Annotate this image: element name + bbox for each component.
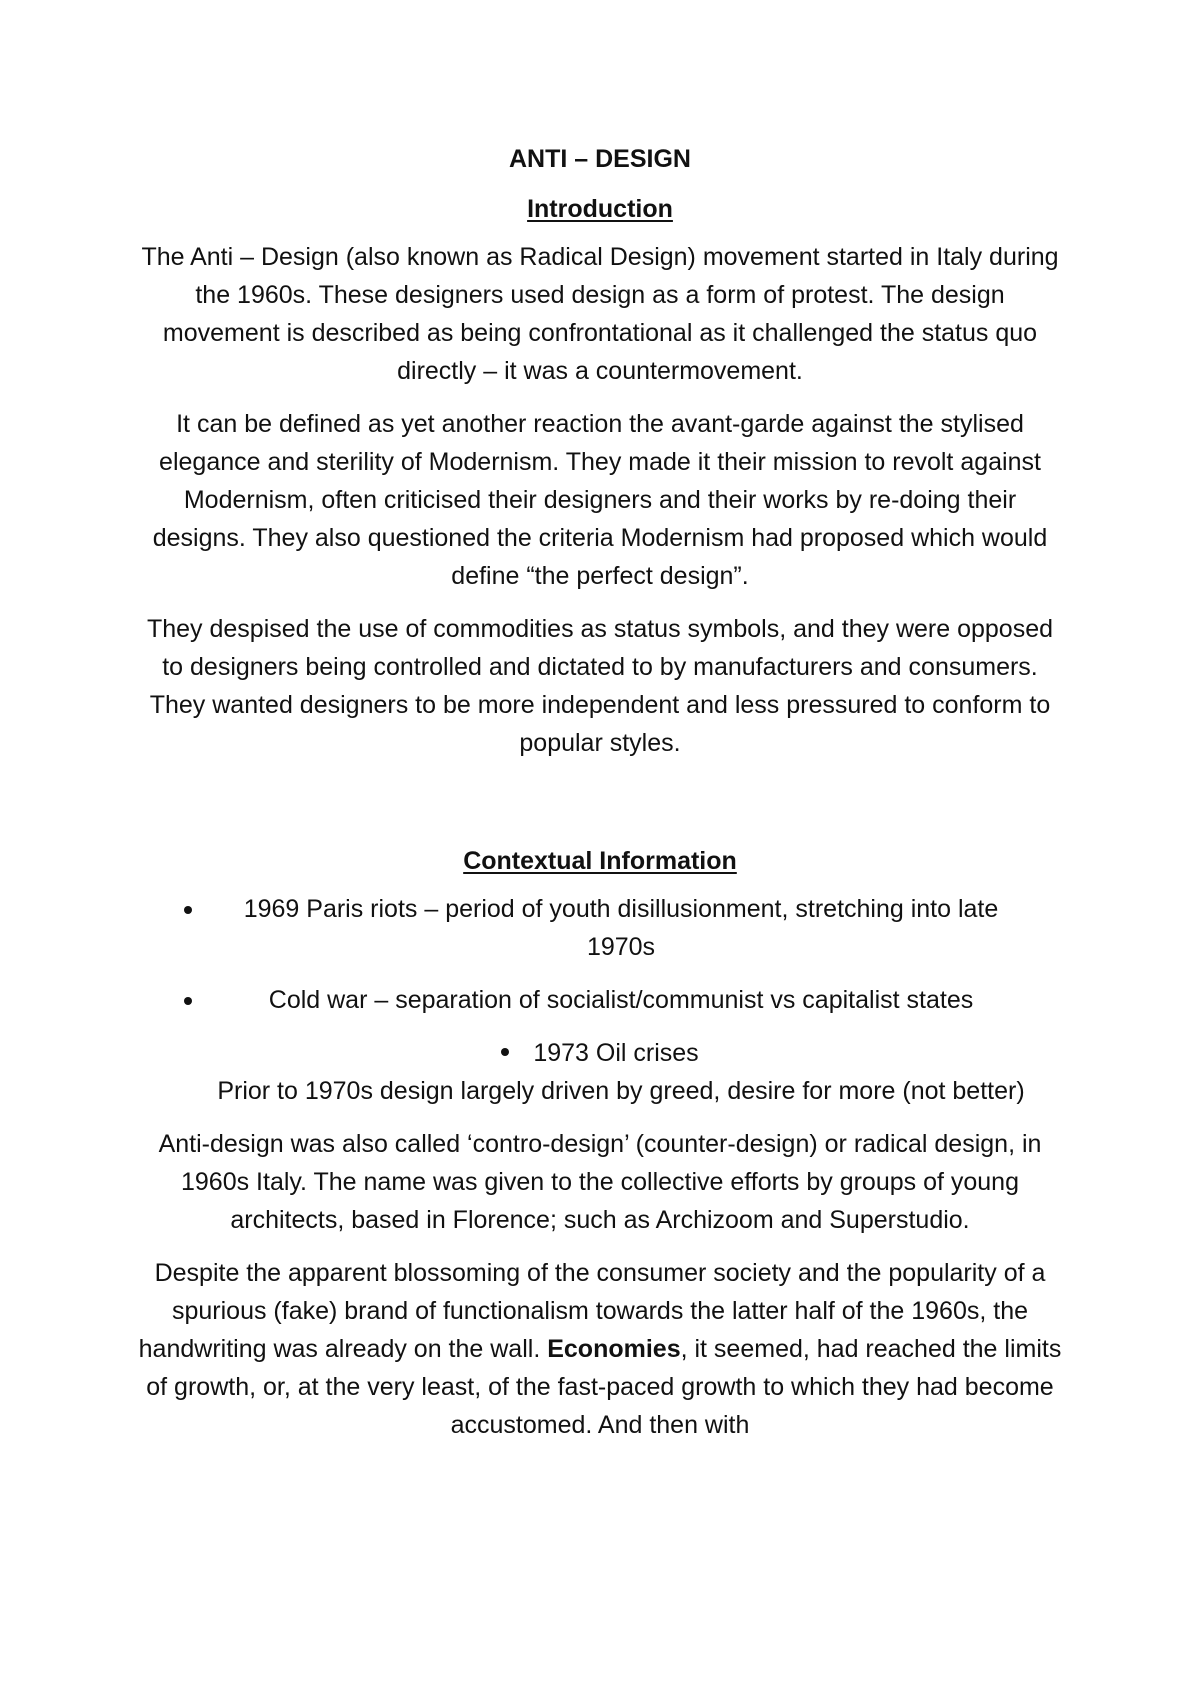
document-content <box>138 140 1062 1459</box>
paragraph-text-before-bold: Despite the apparent blossoming of the consumer society and the popularity of a spurious (fake) brand of functionalism towards the latter half of the 1960s, the handwriting was already on the wall. <box>138 1259 1046 1363</box>
section-spacer <box>138 777 1062 842</box>
design-note: Prior to 1970s design largely driven by greed, desire for more (not better) <box>217 1077 1025 1105</box>
introduction-paragraph-2: It can be defined as yet another reaction the avant-garde against the stylised elegance and sterility of Modernism. They made it their mission to revolt against Modernism, often criticised their designers and their works by re-doing their designs. They also questioned the criteria Modernism had proposed which would define “the perfect design”. <box>152 410 1048 590</box>
introduction-heading: Introduction <box>527 195 673 223</box>
contextual-paragraph-2 <box>138 1254 1062 1444</box>
economies-bold-text: Economies <box>547 1335 681 1363</box>
bullet-item-paris-riots <box>180 890 1020 966</box>
introduction-paragraph-3: They despised the use of commodities as status symbols, and they were opposed to designers being controlled and dictated to by manufacturers and consumers. They wanted designers to be more independent and less pressured to conform to popular styles. <box>146 615 1054 757</box>
bullet-text: 1969 Paris riots – period of youth disillusionment, stretching into late 1970s <box>243 895 999 961</box>
bullet-item-cold-war <box>180 981 1020 1019</box>
contextual-paragraph-1: Anti-design was also called ‘contro-design’ (counter-design) or radical design, in 1960s Italy. The name was given to the collective efforts by groups of young architects, based in Florence; such as Archizoom and Superstudio. <box>158 1130 1042 1234</box>
bullet-text: 1973 Oil crises <box>533 1039 699 1067</box>
bullet-icon <box>184 906 192 914</box>
bullet-icon <box>184 997 192 1005</box>
document-title: ANTI – DESIGN <box>509 145 691 173</box>
contextual-bullet-list <box>138 890 1062 1072</box>
bullet-icon <box>501 1048 509 1056</box>
paragraph-text-after-bold: , it seemed, had reached the limits of growth, or, at the very least, of the fast-paced growth to which they had become accustomed. And then with <box>146 1335 1062 1439</box>
introduction-paragraph-1: The Anti – Design (also known as Radical Design) movement started in Italy during the 1960s. These designers used design as a form of protest. The design movement is described as being confrontational as it challenged the status quo directly – it was a countermovement. <box>141 243 1059 385</box>
bullet-text: Cold war – separation of socialist/communist vs capitalist states <box>268 986 974 1014</box>
bullet-item-oil-crises <box>138 1034 1062 1072</box>
contextual-information-heading: Contextual Information <box>463 847 737 875</box>
